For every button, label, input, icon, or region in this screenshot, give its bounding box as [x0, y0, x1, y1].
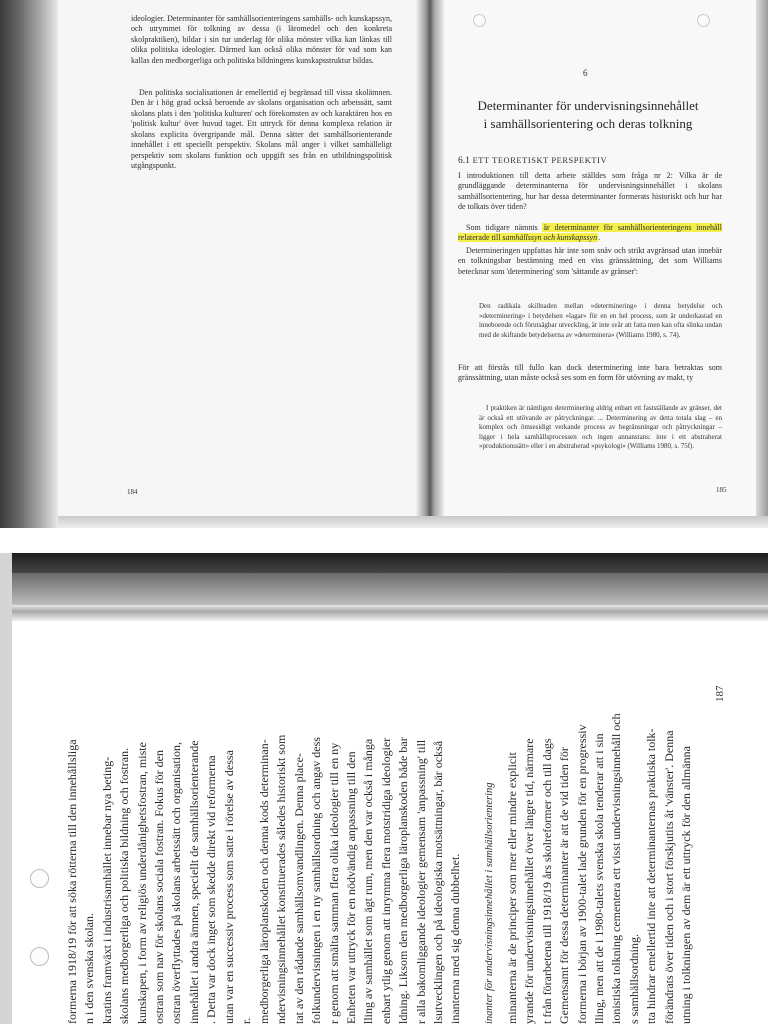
text-line: n i den svenska skolan.	[82, 913, 97, 1024]
spread-bottom-edge	[58, 516, 768, 528]
section-number: 6.1	[458, 156, 470, 166]
right-page-edge	[756, 0, 768, 528]
text-line: formerna 1918/19 för att söka rötterna till den innehållsliga	[65, 739, 79, 1024]
scan-left-edge	[0, 553, 12, 1024]
rotated-paragraph-2	[256, 735, 465, 1024]
rotated-page-number: 187	[714, 685, 726, 702]
rotated-paragraph-1	[64, 739, 255, 1024]
text-line: skolans medborgerliga och politiska bildning och fostran.	[117, 747, 132, 1024]
text-line: . Detta var dock inget som skedde direkt vid reformerna	[204, 755, 219, 1024]
highlighted-text-italic: samhällssyn och kunskapssyn	[502, 233, 598, 243]
text-line: s samhällsordning.	[626, 934, 641, 1024]
text-line: kunskapen, i form av religiös underdånighetsfostran, miste	[134, 742, 149, 1024]
text-line: kratins framväxt i industrisamhället innebar nya beting-	[99, 756, 114, 1024]
text-line: formerna i början av 1900-talet lade grunden för en progressiv	[574, 724, 589, 1024]
text-line: tta hindrar emellertid inte att determinanternas praktiska tolk-	[644, 728, 659, 1024]
section-title: ETT TEORETISKT PERSPEKTIV	[472, 156, 608, 165]
text-line: medborgerliga läroplanskoden och denna kods determinan-	[257, 739, 271, 1024]
text-line: lling, men att de i 1980-talets svenska skola tenderar att i sin	[592, 733, 607, 1024]
block-quote-2: I praktiken är nämligen determinering aldrig enbart ett fastställande av gränser, det är också ett utövande av påtryckningar. ... Determinering av detta totala slag – en komplex och ömsesidigt verkande process av begränsningar och påtryckningar – ligger i hela samhällsprocessen och ingen annanstans: inte i ett abstraherat »produktionssätt» eller i en abstraherad »psykologi» (Williams 1980, s. 75f).	[479, 404, 722, 451]
book-gutter	[416, 0, 444, 518]
text-line: minanterna är de principer som mer eller mindre explicit	[505, 752, 519, 1024]
left-page-paragraph-2: Den politiska socialisationen är emellertid ej begränsad till vissa skolämnen. Den är i hög grad också beroende av skolans organisation och arbetssätt, samt skolans plats i den 'politiska kulturen' och förekomsten av och karaktären hos en 'politisk kultur' över huvud taget. Ett uttryck för denna komplexa relation är skolans explicita övergripande mål. Denna sätter det samhällsorienterande innehållet i ett speciellt perspektiv. Skolans mål anger i vilket samhälleligt perspektiv som skolans funktion och uppgift ses från en utbildningspolitisk utgångspunkt.	[131, 88, 392, 171]
chapter-number: 6	[583, 68, 588, 78]
text-line: tat av den rådande samhällsomvandlingen. Denna place-	[291, 753, 306, 1024]
rotated-page-content	[20, 624, 760, 1024]
text-line: lsutvecklingen och på ideologiska motsättningar, bär också	[431, 740, 446, 1024]
rotated-paragraph-3	[504, 713, 695, 1024]
left-page	[58, 0, 424, 518]
chapter-title	[452, 97, 724, 133]
text-line: r genom att smälta samman flera olika ideologier till en ny	[326, 742, 341, 1024]
text-line: lling av samhället som ägt rum, men den var också i många	[361, 738, 376, 1024]
text-line: ldning. Liksom den medborgerliga läroplanskoden både bar	[396, 737, 411, 1024]
text-line: förändrats över tiden och i stort förskjutits åt 'vänster'. Denna	[661, 730, 676, 1024]
text-line: t från förarbetena till 1918/19 års skolreformer och till dags	[539, 738, 554, 1024]
right-page-number: 185	[716, 486, 727, 494]
block-quote-1: Den radikala skillnaden mellan »determinering» i denna betydelse och »determinering» i betydelsen »lagar» för en en hel process, som är underkastad en inneboende och förutsägbar utveckling, är inte svår att fatta men kan ofta slinka undan med de skiftande betydelserna av »determinera» (Williams 1980, s. 74).	[479, 302, 722, 339]
chapter-title-line-2: i samhällsorientering och deras tolkning	[483, 116, 693, 131]
punch-hole-mark	[697, 14, 710, 27]
punch-hole-mark	[473, 14, 486, 27]
text-line: ostran som nav för skolans sociala fostran. Fokus för den	[152, 750, 167, 1024]
scan-shadow-band	[0, 573, 768, 605]
text-line: yrande för undervisningsinnehållet över längre tid, närmare	[522, 738, 537, 1024]
text-line: folkundervisningen i en ny samhällsordning och angav dess	[309, 737, 324, 1024]
paragraph-2-lead: Som tidigare nämnts	[466, 223, 543, 232]
text-line: ostran överflyttades på skolans arbetssätt och organisation,	[169, 741, 184, 1024]
left-page-number: 184	[127, 488, 138, 496]
text-line: utning i tolkningen av dem är ett uttryck för den allmänna	[679, 746, 694, 1024]
paragraph-2-tail: .	[598, 233, 601, 243]
highlighted-text-part-1: är determinanter för samhällsorienteringens innehåll relaterade till	[458, 223, 722, 243]
chapter-title-line-1: Determinanter för undervisningsinnehållet	[477, 98, 699, 113]
text-line: innehållet i andra ämnen, speciellt de samhällsorienterande	[186, 740, 201, 1024]
right-page-paragraph-3: Determineringen uppfattas här inte som snäv och strikt avgränsad utan innebär en tolkningsbar bestämning med en viss gränssättning, det som Williams betecknar som 'determinering' som 'sättande av gränser':	[458, 246, 722, 276]
text-line: r.	[239, 1017, 254, 1024]
text-line: Gemensamt för dessa determinanter är att de vid tiden för	[557, 747, 572, 1024]
right-page-paragraph-4: För att förstås till fullo kan dock determinering inte bara betraktas som gränssättning, utan måste också ses som en form för utövning av makt, ty	[458, 363, 722, 383]
page-edge-band	[0, 605, 768, 621]
text-line: ndervisningsinnehållet konstituerades således historiskt som	[274, 734, 289, 1024]
rotated-section-heading: inanter för undervisningsinnehållet i samhällsorientering	[484, 782, 495, 1024]
text-line: enbart ytlig genom att inrymma flera motstridiga ideologier	[378, 737, 393, 1024]
right-page-paragraph-2	[458, 223, 722, 244]
text-line: Enheten var uttryck för en nödvändig anpassning till den	[344, 751, 359, 1024]
scan-shadow-band	[0, 553, 768, 573]
left-page-paragraph-1: ideologier. Determinanter för samhällsorienteringens samhälls- och kunskapssyn, och utrymmet för tolkning av dessa (i läromedel och den konkreta skolpraktiken), bildar i sin tur underlag för olika mönster vilka kan länkas till olika politiska ideologier. Därmed kan också olika mönster för vad som kan kallas den medborgerliga och politiska bildningens kunskapsstruktur bildas.	[131, 14, 392, 65]
section-heading	[458, 156, 607, 166]
text-line: inanterna med sig denna dubbelhet.	[448, 853, 463, 1024]
text-line: utan var en successiv process som satte i rörelse av dessa	[221, 750, 236, 1024]
text-line: r alla bakomliggande ideologier gemensam 'anpassning' till	[413, 739, 428, 1024]
right-page-paragraph-1: I introduktionen till detta arbete ställdes som fråga nr 2: Vilka är de grundläggande determinanterna för undervisningsinnehållet i skolans samhällsorientering, hur har dessa determinanter formerats historiskt och hur har de tolkats över tiden?	[458, 171, 722, 212]
text-line: ionistiska tolkning cementera ett visst undervisningsinnehåll och	[609, 713, 624, 1024]
left-binding-shadow	[0, 0, 58, 528]
